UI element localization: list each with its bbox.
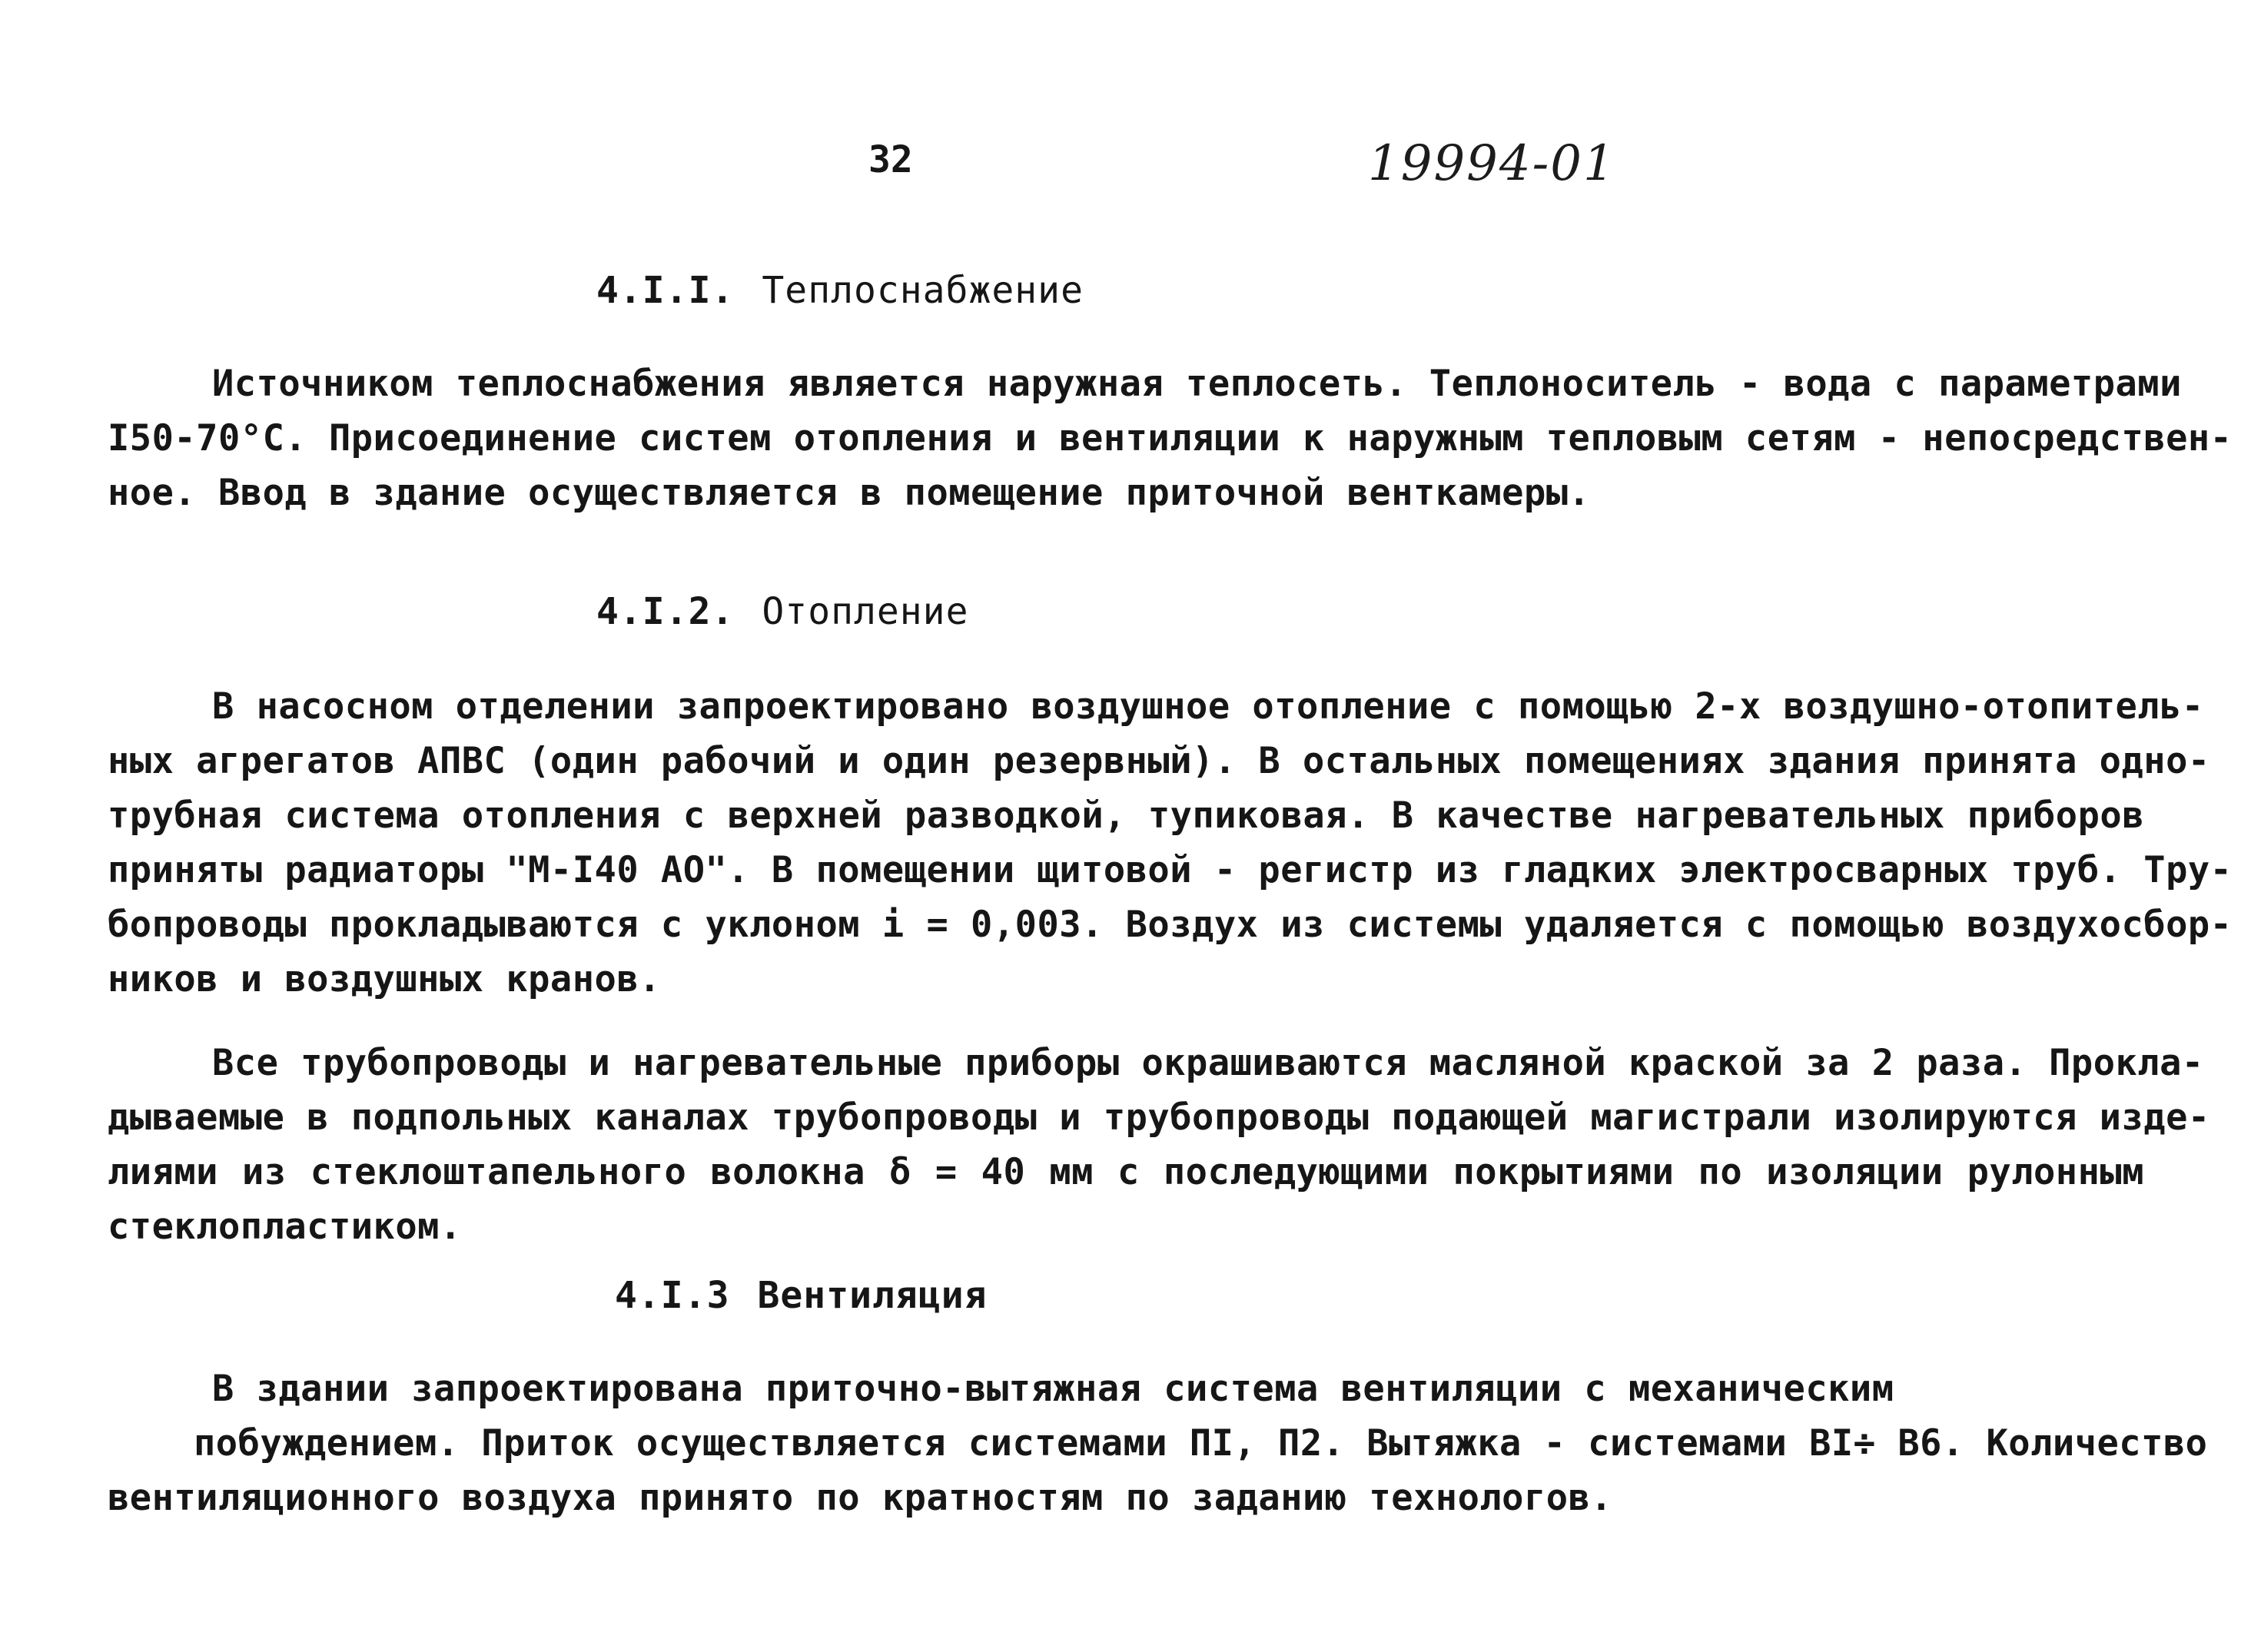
text-line: Все трубопроводы и нагревательные приборы окрашиваются масляной краской за 2 раза. Прокла- (212, 1042, 2204, 1084)
section-title: Вентиляция (757, 1274, 988, 1317)
text-line: В здании запроектирована приточно-вытяжная система вентиляции с механическим (212, 1368, 1894, 1410)
text-line: В насосном отделении запроектировано воздушное отопление с помощью 2-х воздушно-отопитель- (212, 685, 2204, 728)
text-line: ников и воздушных кранов. (108, 958, 661, 1000)
text-line: приняты радиаторы "М-I40 АО". В помещении щитовой - регистр из гладких электросварных труб. Тру- (108, 849, 2233, 891)
text-line: побуждением. Приток осуществляется системами ПI, П2. Вытяжка - системами ВI÷ В6. Количество (194, 1422, 2208, 1465)
text-line: стеклопластиком. (108, 1206, 462, 1248)
text-line: дываемые в подпольных каналах трубопроводы и трубопроводы подающей магистрали изолируются изде- (108, 1096, 2210, 1139)
paragraph-ventilation (108, 1362, 2208, 1525)
section-title: Теплоснабжение (762, 269, 1084, 312)
text-line: бопроводы прокладываются с уклоном i = 0,003. Воздух из системы удаляется с помощью воздухосбор- (108, 904, 2233, 946)
text-line: ное. Ввод в здание осуществляется в помещение приточной венткамеры. (108, 472, 1591, 514)
paragraph-heat-supply (108, 357, 2233, 520)
section-heading-heat-supply (596, 269, 1084, 312)
text-line: I50-70°С. Присоединение систем отопления и вентиляции к наружным тепловым сетям - непосредствен- (108, 417, 2233, 459)
text-line: ных агрегатов АПВС (один рабочий и один резервный). В остальных помещениях здания принята одно- (108, 740, 2210, 782)
section-number: 4.I.3 (615, 1274, 730, 1317)
page-number: 32 (868, 138, 913, 181)
section-heading-ventilation (615, 1274, 987, 1317)
text-line: вентиляционного воздуха принято по кратностям по заданию технологов. (108, 1477, 1613, 1519)
section-heading-heating (596, 590, 968, 633)
section-number: 4.I.2. (596, 590, 735, 633)
text-line: Источником теплоснабжения является наружная теплосеть. Теплоноситель - вода с параметрами (212, 363, 2182, 405)
text-line: трубная система отопления с верхней разводкой, тупиковая. В качестве нагревательных приборов (108, 794, 2144, 837)
section-number: 4.I.I. (596, 269, 735, 312)
section-title: Отопление (762, 590, 969, 633)
text-line: лиями из стеклоштапельного волокна δ = 40 мм с последующими покрытиями по изоляции рулонным (108, 1151, 2144, 1193)
paragraph-heating-system (108, 679, 2233, 1007)
paragraph-pipe-insulation (108, 1036, 2210, 1254)
document-code: 19994-01 (1368, 135, 1616, 192)
